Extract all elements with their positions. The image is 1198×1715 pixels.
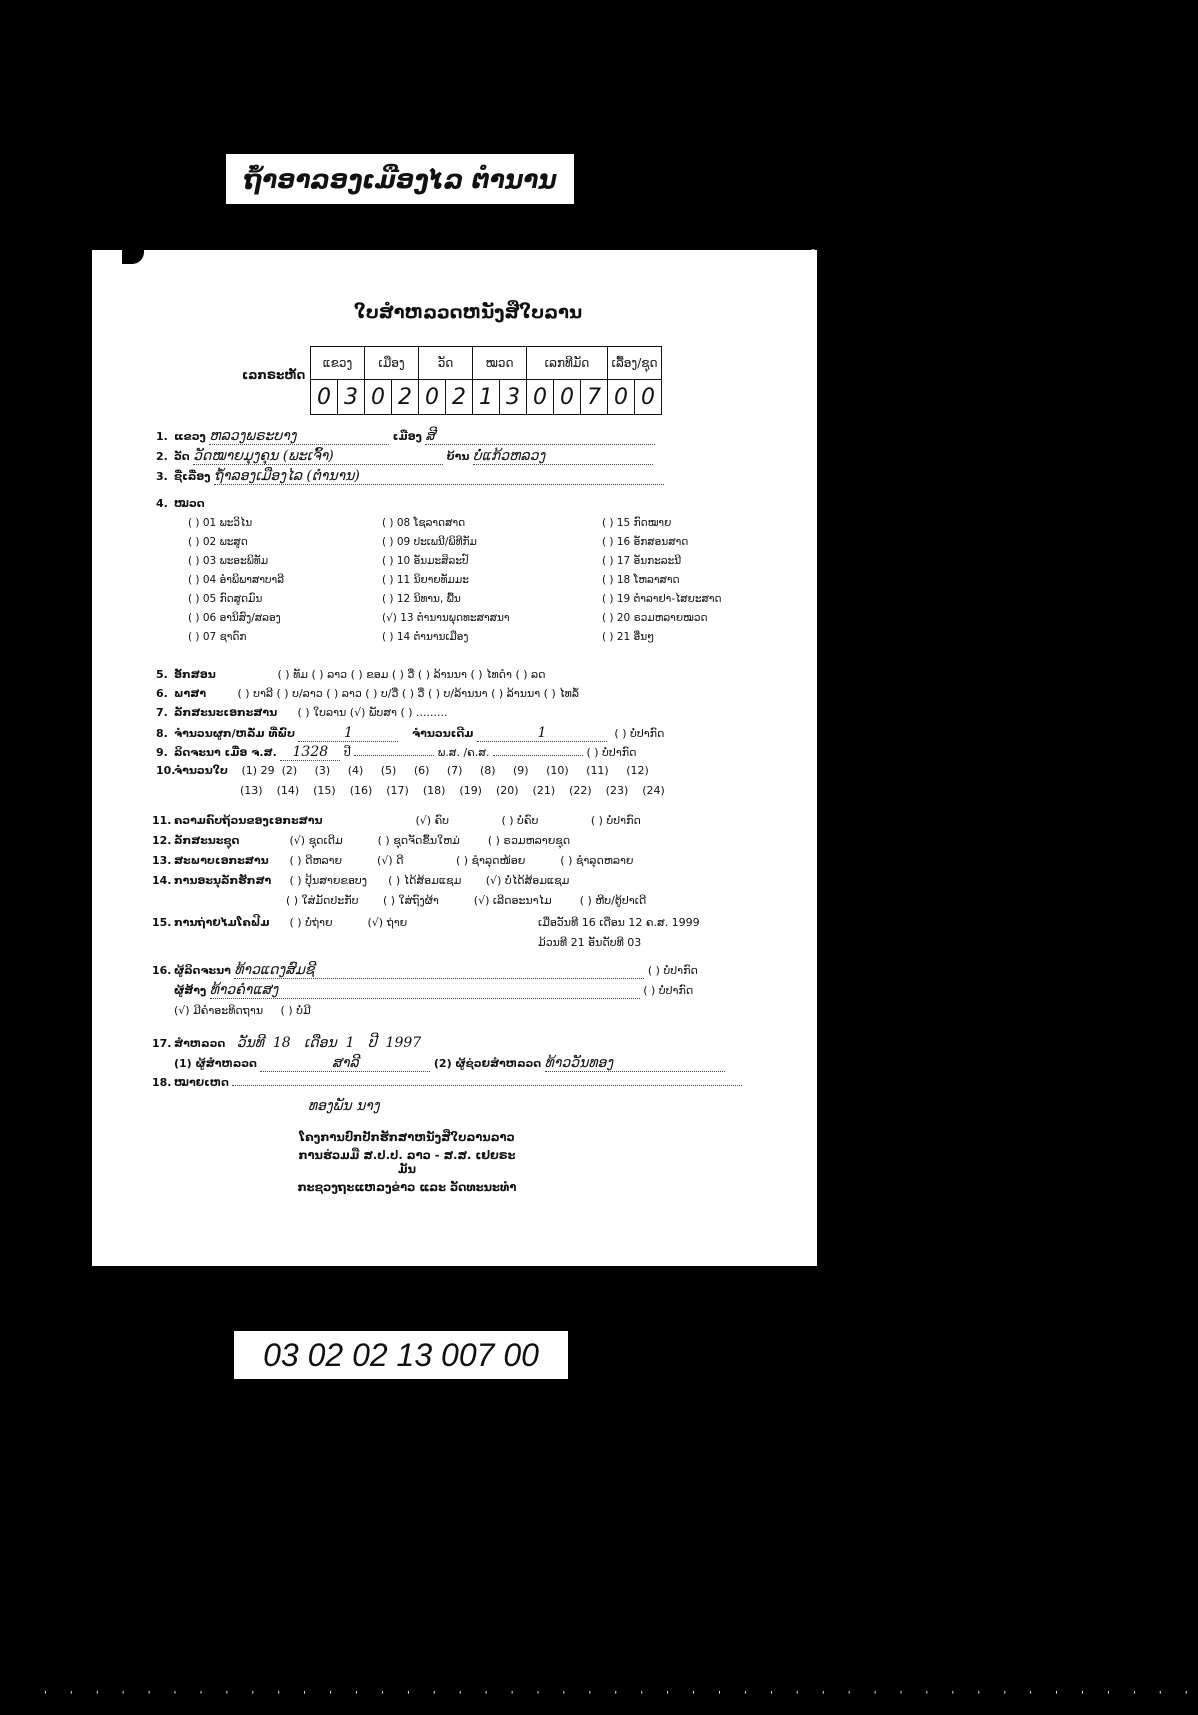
field-label: ລິດຈະນາ ເມື່ອ ຈ.ສ. <box>174 746 277 759</box>
field-label: ວັດ <box>174 450 190 463</box>
code-digit: 0 <box>311 380 338 415</box>
category-option: ( ) 08 ໂຊລາດສາດ <box>382 517 466 529</box>
field-bundles: 8. ຈຳນວນຜູກ/ຫລັ່ມ ທີ່ພົບ 1 ຈຳນວນເດີມ 1 ( ) ບໍ່ປາກົດ <box>156 725 665 741</box>
field-condition: 13. ສະພາບເອກະສານ ( ) ດີຫລາຍ (√) ດີ ( ) ຊຳລຸດໜ້ອຍ ( ) ຊຳລຸດຫລາຍ <box>152 854 634 867</box>
category-option: ( ) 18 ໂຫລາສາດ <box>602 574 680 586</box>
bundles-found: 1 <box>298 725 398 742</box>
category-option: ( ) 03 ພະອະພິທັມ <box>188 555 269 567</box>
category-option: ( ) 15 ກົດໝາຍ <box>602 517 672 529</box>
footer-line: ໂຄງການປົກປັກຮັກສາຫນັງສືໃບລານລາວ <box>299 1130 515 1144</box>
field-survey: 17. ສຳຫລວດ ວັນທີ 18 ເດືອນ 1 ປີ 1997 <box>152 1035 422 1051</box>
field-script: 5. ອັກສອນ ( ) ທັມ ( ) ລາວ ( ) ຂອມ ( ) ວື່ ( ) ລ້ານນາ ( ) ໄທດຳ ( ) ລດ <box>156 668 546 681</box>
code-digit: 1 <box>473 380 500 415</box>
film-edge-marks: ' ' ' ' ' ' ' ' ' ' ' ' ' ' ' ' ' ' ' ' ' ' ' ' ' ' ' ' ' ' ' ' ' ' ' ' ' ' ' ' ' ' ' ' ' <box>44 1690 1198 1701</box>
field-label: ສະພາບເອກະສານ <box>174 854 269 867</box>
not-shown-option: ( ) ບໍ່ປາກົດ <box>647 964 698 977</box>
field-label: ບ້ານ <box>446 450 470 463</box>
code-digit: 2 <box>446 380 473 415</box>
category-option: ( ) 14 ຕຳນານເມືອງ <box>382 631 469 643</box>
code-header: ແຂວງ <box>311 347 365 380</box>
microfilm-date: ເມື່ອວັນທີ 16 ເດືອນ 12 ຄ.ສ. 1999 <box>538 916 700 929</box>
field-set-type: 12. ລັກສະນະຊຸດ (√) ຊຸດເດີມ ( ) ຊຸດຈັດຂຶ້ນໃຫມ່ ( ) ຣວມຫລາຍຊຸດ <box>152 834 571 847</box>
field-notes: 18. ໝາຍເຫດ <box>152 1076 742 1089</box>
scribe-value: ທ້າວແດງສົມຊີ <box>234 962 644 979</box>
assistant-value: ທ້າວວັນທອງ <box>545 1055 725 1072</box>
code-label: ເລກຣະຫັດ <box>242 368 306 382</box>
code-header: ໝວດ <box>473 347 527 380</box>
surveyor-value: ສາລີ <box>260 1055 430 1072</box>
field-completeness: 11. ຄວາມຄົບຖ້ວນຂອງເອກະສານ (√) ຄົບ ( ) ບໍ່ຄົບ ( ) ບໍ່ປາກົດ <box>152 814 641 827</box>
category-option: (√) 13 ຕຳນານພຸດທະສາສນາ <box>382 612 510 624</box>
field-label: ພາສາ <box>174 687 207 700</box>
temple-value: ວັດໝາຍມຸງຄຸນ (ພະເຈົ້າ) <box>193 448 443 465</box>
field-category: 4. ໝວດ <box>156 497 205 510</box>
field-label: ຈຳນວນຜູກ/ຫລັ່ມ ທີ່ພົບ <box>174 727 295 740</box>
form-footer <box>292 1130 522 1198</box>
category-option: ( ) 01 ພະວິໄນ <box>188 517 253 529</box>
field-document-type: 7. ລັກສະນະເອກະສານ ( ) ໃບລານ (√) ພັບສາ ( ) ......... <box>156 706 448 719</box>
preservation-options: ( ) ປຸ້ນສາຍຂອບງ ( ) ໄດ້ສ້ອມແຊມ (√) ບໍ່ໄດ້ສ້ອມແຊມ <box>289 874 570 887</box>
leaves-row-2: (13) (14) (15) (16) (17) (18) (19) (20) (21) (22) (23) (24) <box>240 784 665 797</box>
field-label: ການອະນຸລັກຮັກສາ <box>174 874 272 887</box>
script-options: ( ) ທັມ ( ) ລາວ ( ) ຂອມ ( ) ວື່ ( ) ລ້ານນາ ( ) ໄທດຳ ( ) ລດ <box>277 668 546 681</box>
header-label: ຖໍ້າອາລອງເມືອງໄລ ຕຳນານ <box>226 154 574 204</box>
category-option: ( ) 17 ອັນກະລະນີ <box>602 555 682 567</box>
code-digit: 2 <box>392 380 419 415</box>
code-digit: 3 <box>500 380 527 415</box>
code-digit: 0 <box>608 380 635 415</box>
notes-value: ທອງພັນ ນາງ <box>308 1098 380 1114</box>
category-option: ( ) 10 ອັນມະສິລະປ໌ <box>382 555 469 567</box>
field-label: ລັກສະນະເອກະສານ <box>174 706 278 719</box>
field-label: (2) ຜູ້ຊ່ວຍສຳຫລວດ <box>433 1057 542 1070</box>
category-option: ( ) 04 ອຳພິພາສາບາລີ <box>188 574 285 586</box>
category-option: ( ) 19 ຕຳລາຢາ-ໄສຍະສາດ <box>602 593 722 605</box>
sponsor-value: ທ້າວຄໍາແສງ <box>210 982 640 999</box>
title-value: ຖໍ້າລອງເມືອງໄລ (ຕຳນານ) <box>214 468 664 485</box>
code-digit: 3 <box>338 380 365 415</box>
field-label: ແຂວງ <box>174 430 206 443</box>
category-option: ( ) 16 ອັກສອນສາດ <box>602 536 689 548</box>
field-label: ເມືອງ <box>392 430 422 443</box>
code-grid <box>310 346 662 415</box>
field-label: ສຳຫລວດ <box>174 1037 226 1050</box>
prayer-options: (√) ມີຄຳອະທິດຖານ ( ) ບໍ່ມີ <box>174 1004 311 1017</box>
field-label: ຄວາມຄົບຖ້ວນຂອງເອກະສານ <box>174 814 323 827</box>
category-option: ( ) 09 ປະເພນີ/ພິທີກັມ <box>382 536 477 548</box>
field-label: ໝວດ <box>174 497 205 510</box>
category-option: ( ) 11 ນິຍາຍທັມມະ <box>382 574 469 586</box>
code-header: ເລກທີມັດ <box>527 347 608 380</box>
language-options: ( ) ບາລີ ( ) ບ/ລາວ ( ) ລາວ ( ) ບ/ວື່ ( ) ວື່ ( ) ບ/ລ້ານນາ ( ) ລ້ານນາ ( ) ໄທລໍ້ <box>237 687 579 700</box>
field-label: ໝາຍເຫດ <box>174 1076 229 1089</box>
field-language: 6. ພາສາ ( ) ບາລີ ( ) ບ/ລາວ ( ) ລາວ ( ) ບ/ວື່ ( ) ວື່ ( ) ບ/ລ້ານນາ ( ) ລ້ານນາ ( ) ໄທລໍ້ <box>156 687 579 700</box>
era-label: ພ.ສ. /ຄ.ສ. <box>437 746 490 759</box>
category-option: ( ) 06 ອານິສົງ/ສລອງ <box>188 612 281 624</box>
code-digit: 0 <box>527 380 554 415</box>
category-option: ( ) 02 ພະສູດ <box>188 536 248 548</box>
field-province: 1. ແຂວງ ຫລວງພຣະບາງ ເມືອງ ສີ <box>156 428 655 445</box>
microfilm-roll: ມ້ວນທີ 21 ອັນດັບທີ 03 <box>538 936 642 949</box>
district-value: ສີ <box>425 428 655 445</box>
code-digit: 0 <box>554 380 581 415</box>
torn-corner <box>122 246 144 264</box>
code-header: ເລື້ອງ/ຊຸດ <box>608 347 662 380</box>
set-type-options: (√) ຊຸດເດີມ ( ) ຊຸດຈັດຂຶ້ນໃຫມ່ ( ) ຣວມຫລາຍຊຸດ <box>289 834 571 847</box>
code-header: ເມືອງ <box>365 347 419 380</box>
field-label: (1) ຜູ້ສຳຫລວດ <box>174 1057 257 1070</box>
survey-form-sheet <box>92 250 817 1266</box>
field-written-date: 9. ລິດຈະນາ ເມື່ອ ຈ.ສ. 1328 ປີ ພ.ສ. /ຄ.ສ. ( ) ບໍ່ປາກົດ <box>156 744 637 760</box>
field-scribe: 16. ຜູ້ລິດຈະນາ ທ້າວແດງສົມຊີ ( ) ບໍ່ປາກົດ <box>152 962 698 978</box>
field-title: 3. ຊື່ເລື່ອງ ຖໍ້າລອງເມືອງໄລ (ຕຳນານ) <box>156 468 664 485</box>
field-label: ການຖ່າຍໄມໂຄຟີມ <box>174 916 270 929</box>
code-digit: 0 <box>365 380 392 415</box>
field-microfilm: 15. ການຖ່າຍໄມໂຄຟີມ ( ) ບໍ່ຖ່າຍ (√) ຖ່າຍ <box>152 916 408 929</box>
bundles-original: 1 <box>477 725 607 742</box>
document-type-options: ( ) ໃບລານ (√) ພັບສາ ( ) ......... <box>297 706 448 719</box>
not-shown-option: ( ) ບໍ່ປາກົດ <box>614 727 665 740</box>
footer-line: ກະຊວງຖະແຫລງຂ່າວ ແລະ ວັດທະນະທຳ <box>297 1180 517 1194</box>
category-option: ( ) 21 ອື່ນໆ <box>602 631 655 643</box>
field-label: ຜູ້ລິດຈະນາ <box>174 964 231 977</box>
not-shown-option: ( ) ບໍ່ປາກົດ <box>643 984 694 997</box>
form-title: ໃບສຳຫລວດຫນັງສືໃບລານ <box>354 302 583 323</box>
footer-line: ການຮ່ວມມື ສ.ປ.ປ. ລາວ - ສ.ສ. ເຢຍຣະມັນ <box>298 1148 516 1176</box>
category-option: ( ) 20 ຣວມຫລາຍໝວດ <box>602 612 708 624</box>
code-digit: 0 <box>635 380 662 415</box>
field-leaves: 10.ຈຳນວນໃບ (1) 29 (2) (3) (4) (5) (6) (7) (8) (9) (10) (11) (12) <box>156 764 649 777</box>
survey-date: ວັນທີ 18 ເດືອນ 1 ປີ 1997 <box>236 1035 422 1051</box>
field-label: ຈຳນວນໃບ <box>174 764 228 777</box>
field-label: ຜູ້ສ້າງ <box>174 984 207 997</box>
field-label: ອັກສອນ <box>174 668 216 681</box>
category-option: ( ) 05 ກົດສູດມົນ <box>188 593 263 605</box>
code-digit: 0 <box>419 380 446 415</box>
field-preservation: 14. ການອະນຸລັກຮັກສາ ( ) ປຸ້ນສາຍຂອບງ ( ) ໄດ້ສ້ອມແຊມ (√) ບໍ່ໄດ້ສ້ອມແຊມ <box>152 874 570 887</box>
field-label: ຈຳນວນເດີມ <box>411 727 474 740</box>
microfilm-options: ( ) ບໍ່ຖ່າຍ (√) ຖ່າຍ <box>289 916 408 929</box>
category-option: ( ) 07 ຊາດົກ <box>188 631 247 643</box>
preservation-options-2: ( ) ໃສ່ມັດປະກັບ ( ) ໃສ່ຖົງຜ້າ (√) ເລີດອະນາໄມ ( ) ຫີບ/ຕູ້ປາເດີ <box>286 894 647 907</box>
field-temple: 2. ວັດ ວັດໝາຍມຸງຄຸນ (ພະເຈົ້າ) ບ້ານ ບໍ່ແກ້ວຫລວງ <box>156 448 653 465</box>
code-digit: 7 <box>581 380 608 415</box>
province-value: ຫລວງພຣະບາງ <box>209 428 389 445</box>
condition-options: ( ) ດີຫລາຍ (√) ດີ ( ) ຊຳລຸດໜ້ອຍ ( ) ຊຳລຸດຫລາຍ <box>289 854 634 867</box>
code-header: ວັດ <box>419 347 473 380</box>
leaves-row-1: (1) 29 (2) (3) (4) (5) (6) (7) (8) (9) (10) (11) (12) <box>241 764 649 777</box>
not-shown-option: ( ) ບໍ່ປາກົດ <box>586 746 637 759</box>
document-id-label: 03 02 02 13 007 00 <box>234 1331 568 1379</box>
village-value: ບໍ່ແກ້ວຫລວງ <box>473 448 653 465</box>
field-label: ຊື່ເລື່ອງ <box>174 470 211 483</box>
written-year: 1328 <box>280 744 340 761</box>
field-label: ລັກສະນະຊຸດ <box>174 834 240 847</box>
category-option: ( ) 12 ນິທານ, ພື້ນ <box>382 593 461 605</box>
field-surveyor <box>174 1055 725 1072</box>
year-label: ປີ <box>343 746 351 759</box>
field-sponsor <box>174 982 693 999</box>
completeness-options: (√) ຄົບ ( ) ບໍ່ຄົບ ( ) ບໍ່ປາກົດ <box>415 814 641 827</box>
